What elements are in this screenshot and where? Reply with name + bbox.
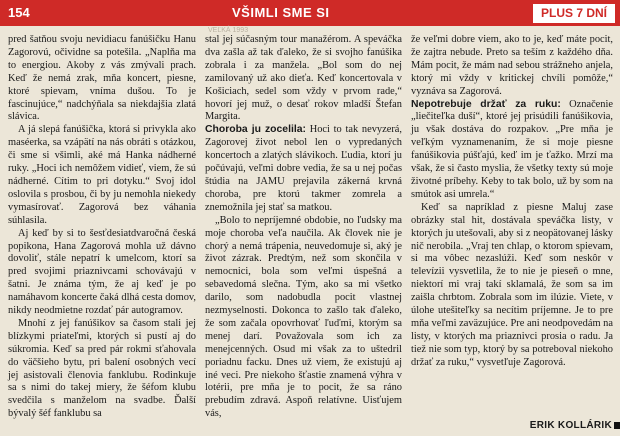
paragraph: Keď sa napríklad z piesne Maluj zase obrázky stal hit, dostávala speváčka listy, v ktorých ju utešovali, aby si z neopätovanej lásky nič nerobila. „Vraj ten chlap, o ktorom spievam, si ma vôbec nezaslúži. Keď som neskôr v televízii vysvetlila, že to nie je pieseň o mne, niektorí mi vraj takí sklamalá, že som sa im zaišla chrbtom. Zobrala som im ilúzie. Viete, v úlohe utešiteľky sa necítim príjemne. Je to pre mňa veľmi zaväzujúce. Pre ani neodpovedám na listy, v ktorých ma priaznivci prosia o radu. Ja tiež nie som typ, ktorý by sa potreboval niekoho držať za ruku,“ vysvetľuje Zagorová. bbox=[411, 201, 613, 368]
paragraph: pred šatňou svoju nevidiacu fanúšičku Hanu Zagorovú, očividne sa potešila. „Naplňa ma to energiou. Akoby z vás zmývali prach. Keď že nemá zrak, mňa koncert, piesne, ktoré spievam, vníma dušou. To je fascinujúce,“ nadchýňala sa niekdajšia zlatá slávica. bbox=[8, 34, 196, 123]
paragraph: Mnohí z jej fanúšikov sa časom stali jej blízkymi priateľmi, ktorých si pustí aj do súkromia. Keď sa pred pár rokmi sťahovala do väčšieho bytu, pri balení osobných vecí jej asistovali členovia fanklubu. Rodinkuje sa s nimi do takej miery, že šéfom klubu svedčila s manželom na svadbe. Ďalší bývalý šéf fanklubu sa bbox=[8, 317, 196, 420]
paragraph: Nepotrebuje držať za ruku: Označenie „liečiteľka duší“, ktoré jej prisúdili fanúšikovia, ju však dostáva do rozpakov. „Pre mňa je veľkým vyznamenaním, že si moje piesne fanúšikovia púšťajú, keď im je ťažko. Mrzí ma však, že si často myslia, že všetky texty sú moje životné príbehy. Keby to tak bolo, už by som na smútok asi umrela.“ bbox=[411, 98, 613, 200]
end-mark bbox=[614, 422, 620, 429]
faint-print: VEĽKÁ 1993 bbox=[208, 27, 249, 34]
paragraph: Aj keď by si to šesťdesiatdvaročná česká popikona, Hana Zagorová mohla už dávno dovoliť, stále nepatrí k umelcom, ktorí sa pred svojimi priaznivcami schovávajú v šatni. Je známa tým, že aj keď je po namáhavom koncerte čaká dlhá cesta domov, nikdy neodmietne rozdať pár autogramov. bbox=[8, 227, 197, 317]
section-title: VŠIMLI SME SI bbox=[232, 5, 330, 20]
author-byline: ERIK KOLLÁRIK bbox=[529, 420, 612, 431]
paragraph: A já slepá fanúšička, ktorá si privykla ako maséerka, sa vzápätí na nás obráti s otázkou, či sme si všimli, aké má Hanka nádherné ruky. „Hoci ich nemôžem vidieť, viem, že sú nádherné. Cítim to pri dotyku.“ Svoj idol oslovila s prosbou, či by ju nemohla niekedy vymasírovať. Zagorová bez váhania súhlasila. bbox=[8, 124, 196, 226]
page-number: 154 bbox=[8, 5, 30, 20]
subhead: Choroba ju zocelila: bbox=[205, 124, 306, 136]
page-header bbox=[0, 0, 620, 26]
paragraph: stal jej súčasným tour manažérom. A speváčka dva zašla až tak ďaleko, že si svojho fanúšika zobrala i za manžela. „Bol som do nej zamilovaný už ako dieťa. Keď koncertovala v Košiciach, sedel som vždy v prvom rade,“ hovorí jej muž, o desať rokov mladší Štefan Margita. bbox=[205, 34, 402, 123]
column-1 bbox=[8, 34, 196, 421]
column-3 bbox=[411, 34, 613, 370]
subhead: Nepotrebuje držať za ruku: bbox=[411, 98, 561, 110]
paragraph: „Bolo to nepríjemné obdobie, no ľudsky ma moje choroba veľa naučila. Ak človek nie je chorý a nemá trápenia, neuvedomuje si, aký je život zázrak. Predtým, než som skončila v nemocnici, bola som veľmi úspešná a sebavedomá slečna. Tým, ako sa mi všetko darilo, som nadobudla pocit vlastnej nezmyselnosti. Dokonca to zašlo tak ďaleko, že som začala opovrhovať ľuďmi, ktorým sa menej darí. Považovala som ich za menejcenných. Osud mi však za to uštedril poriadnu facku. Dnes už viem, že existujú aj iné veci. Pre niekoho šťastie znamená výhra v lotérii, pre mňa je to pocit, že sa ráno prebudím zdravá. Aspoň relatívne. Uisťujem vás, bbox=[205, 214, 402, 420]
brand-badge: PLUS 7 DNÍ bbox=[532, 3, 616, 24]
paragraph: Choroba ju zocelila: Hoci to tak nevyzerá, Zagorovej život nebol len o vypredaných koncertoch a zlatých slávikoch. Ľudia, ktorí ju počúvajú, veľmi dobre vedia, že sa u nej počas štúdia na JAMU prejavila zákerná krvná choroba, pre ktorú takmer zomrela a znemožnila jej stať sa matkou. bbox=[205, 124, 402, 213]
paragraph: že veľmi dobre viem, ako to je, keď máte pocit, že zajtra nebude. Preto sa teším z každého dňa. Mám pocit, že mám nad sebou strážneho anjela, ktorý mi vždy v kritickej chvíli pomôže,“ vyznáva sa Zagorová. bbox=[411, 34, 613, 97]
column-2 bbox=[205, 34, 402, 421]
